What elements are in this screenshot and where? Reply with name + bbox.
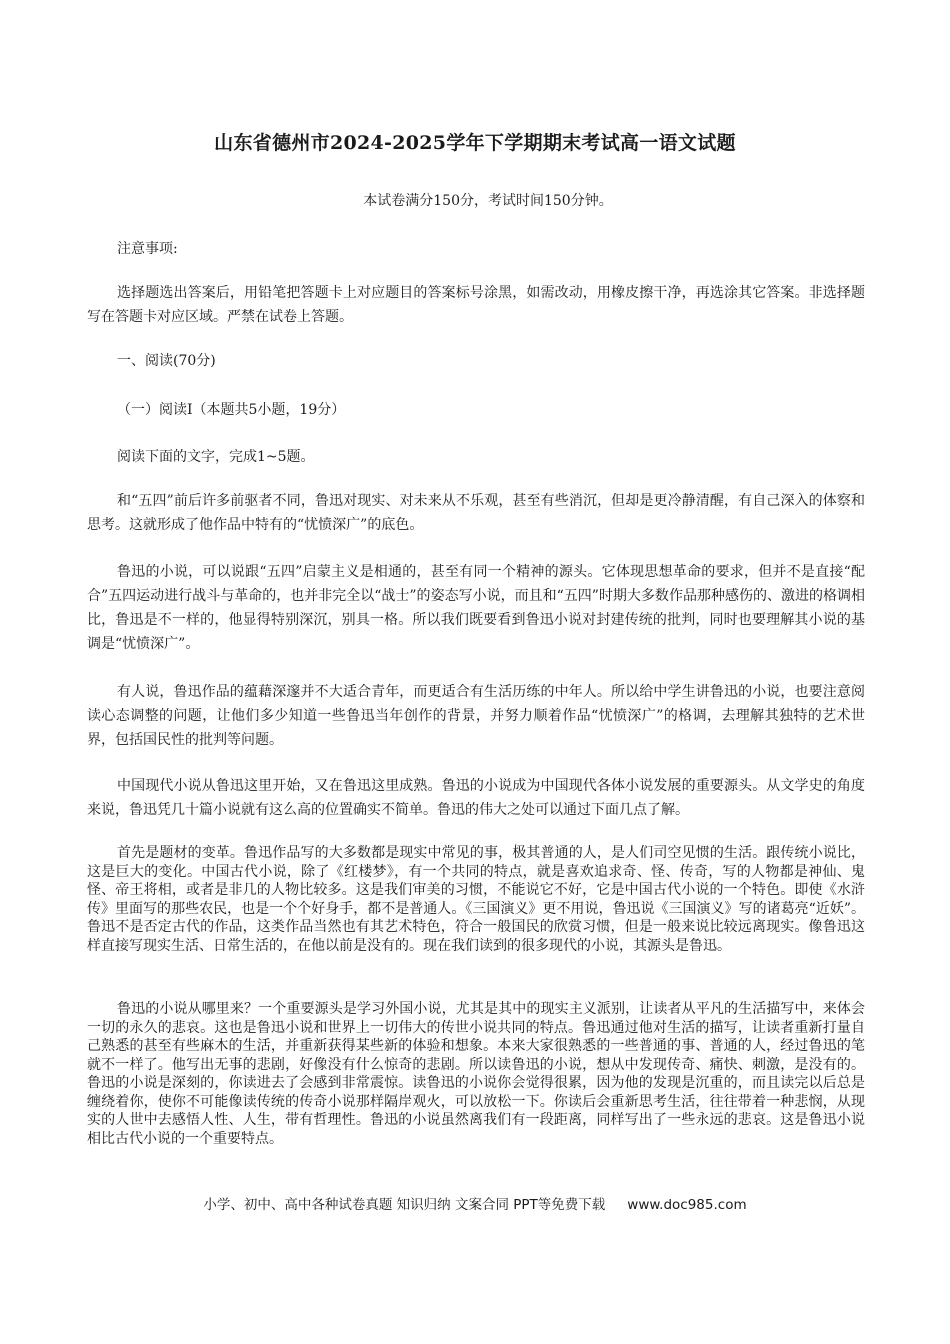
paragraph-1: 和“五四”前后许多前驱者不同，鲁迅对现实、对未来从不乐观，甚至有些消沉，但却是更冷静清醒，有自己深入的体察和思考。这就形成了他作品中特有的“忧愤深广”的底色。 xyxy=(87,493,865,533)
footer-site-link[interactable]: www.doc985.com xyxy=(627,1197,747,1213)
paragraph-6: 鲁迅的小说从哪里来？一个重要源头是学习外国小说，尤其是其中的现实主义派别，让读者从平凡的生活描写中，来体会一切的永久的悲哀。这也是鲁迅小说和世界上一切伟大的传世小说共同的特点。鲁迅通过他对生活的描写，让读者重新打量自己熟悉的甚至有些麻木的生活，并重新获得某些新的体验和想象。本来大家很熟悉的一些普通的事、普通的人，经过鲁迅的笔就不一样了。他写出无事的悲剧，好像没有什么惊奇的悲剧。所以读鲁迅的小说，想从中发现传奇、痛快、刺激，是没有的。鲁迅的小说是深刻的，你读进去了会感到非常震惊。读鲁迅的小说你会觉得很累，因为他的发现是沉重的，而且读完以后总是缠绕着你，使你不可能像读传统的传奇小说那样隔岸观火，可以放松一下。你读后会重新思考生活，往往带着一种悲悯，从现实的人世中去感悟人性、人生，带有哲理性。鲁迅的小说虽然离我们有一段距离，同样写出了一些永远的悲哀。这是鲁迅小说相比古代小说的一个重要特点。 xyxy=(87,1001,865,1147)
notice-heading: 注意事项: xyxy=(117,241,178,257)
footer-banner xyxy=(0,1193,950,1213)
notice-text: 选择题选出答案后，用铅笔把答题卡上对应题目的答案标号涂黑，如需改动，用橡皮擦干净，再选涂其它答案。非选择题写在答题卡对应区域。严禁在试卷上答题。 xyxy=(87,285,865,325)
exam-info: 本试卷满分150分，考试时间150分钟。 xyxy=(363,193,613,209)
footer-text: 小学、初中、高中各种试卷真题 知识归纳 文案合同 PPT等免费下载 xyxy=(203,1197,606,1213)
paragraph-3: 有人说，鲁迅作品的蕴藉深邃并不大适合青年，而更适合有生活历练的中年人。所以给中学生讲鲁迅的小说，也要注意阅读心态调整的问题，让他们多少知道一些鲁迅当年创作的背景，并努力顺着作品“忧愤深广”的格调，去理解其独特的艺术世界，包括国民性的批判等问题。 xyxy=(87,684,865,748)
section-heading: 一、阅读(70分) xyxy=(117,353,216,369)
reading-instruction: 阅读下面的文字，完成1~5题。 xyxy=(117,449,315,465)
subsection-heading: （一）阅读Ⅰ（本题共5小题，19分） xyxy=(117,402,346,418)
paragraph-2: 鲁迅的小说，可以说跟“五四”启蒙主义是相通的，甚至有同一个精神的源头。它体现思想革命的要求，但并不是直接“配合”五四运动进行战斗与革命的，也并非完全以“战士”的姿态写小说，而且和“五四”时期大多数作品那种感伤的、激进的格调相比，鲁迅是不一样的，他显得特别深沉，别具一格。所以我们既要看到鲁迅小说对封建传统的批判，同时也要理解其小说的基调是“忧愤深广”。 xyxy=(87,564,865,652)
document-title: 山东省德州市2024-2025学年下学期期末考试高一语文试题 xyxy=(214,132,736,154)
paragraph-4: 中国现代小说从鲁迅这里开始，又在鲁迅这里成熟。鲁迅的小说成为中国现代各体小说发展的重要源头。从文学史的角度来说，鲁迅凭几十篇小说就有这么高的位置确实不简单。鲁迅的伟大之处可以通过下面几点了解。 xyxy=(87,778,865,818)
paragraph-5: 首先是题材的变革。鲁迅作品写的大多数都是现实中常见的事，极其普通的人，是人们司空见惯的生活。跟传统小说比，这是巨大的变化。中国古代小说，除了《红楼梦》，有一个共同的特点，就是喜欢追求奇、怪、传奇，写的人物都是神仙、鬼怪、帝王将相，或者是非几的人物比较多。这是我们审美的习惯，不能说它不好，它是中国古代小说的一个特色。即使《水浒传》里面写的那些农民，也是一个个好身手，都不是普通人。《三国演义》更不用说，鲁迅说《三国演义》写的诸葛亮“近妖”。鲁迅不是否定古代的作品，这类作品当然也有其艺术特色，符合一般国民的欣赏习惯，但是一般来说比较远离现实。像鲁迅这样直接写现实生活、日常生活的，在他以前是没有的。现在我们读到的很多现代的小说，其源头是鲁迅。 xyxy=(87,845,865,954)
